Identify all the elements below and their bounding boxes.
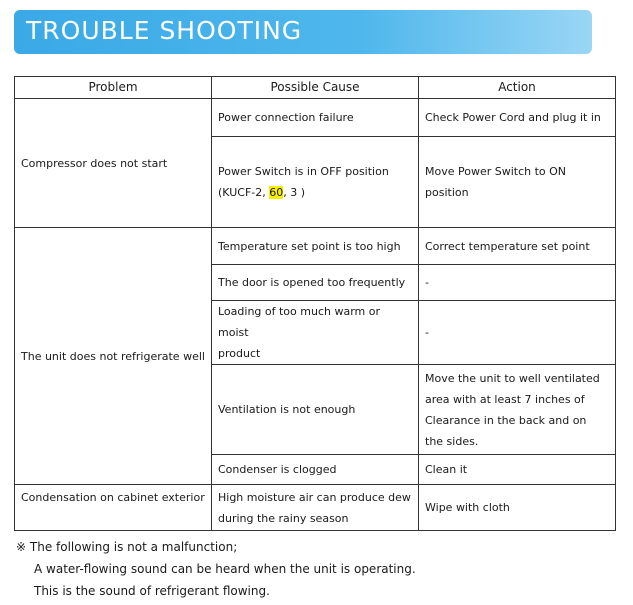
note-line-2: A water-flowing sound can be heard when the unit is operating. [34,562,416,576]
action-cell: Check Power Cord and plug it in [419,99,616,137]
action-cell: Correct temperature set point [419,228,616,265]
problem-cell: The unit does not refrigerate well [15,228,212,485]
action-line: Move the unit to well ventilated [425,371,600,385]
highlighted-model: 60 [269,186,284,199]
cause-line-prefix: (KUCF-2, [218,186,270,199]
action-cell: Clean it [419,455,616,485]
action-line: the sides. [425,434,479,448]
problem-cell: Condensation on cabinet exterior [15,485,212,531]
cause-cell: Ventilation is not enough [212,365,419,455]
cause-cell [212,485,419,531]
troubleshooting-table [14,76,616,531]
cause-line-suffix: , 3 ) [283,186,306,199]
page-title: TROUBLE SHOOTING [26,16,303,45]
cause-cell [212,301,419,365]
note [16,536,416,602]
cause-line: High moisture air can produce dew [218,490,411,504]
action-line: area with at least 7 inches of [425,392,585,406]
column-header-cause: Possible Cause [212,77,419,99]
cause-cell [212,137,419,228]
action-cell: - [419,265,616,301]
cause-line: Power Switch is in OFF position [218,165,389,178]
cause-line: product [218,347,261,360]
table-header-row [15,77,616,99]
column-header-problem: Problem [15,77,212,99]
action-cell: Wipe with cloth [419,485,616,531]
cause-cell: Condenser is clogged [212,455,419,485]
note-line-1: The following is not a malfunction; [26,540,238,554]
column-header-action: Action [419,77,616,99]
note-line-3: This is the sound of refrigerant flowing. [34,584,270,598]
action-cell: Move Power Switch to ON position [419,137,616,228]
cause-cell: The door is opened too frequently [212,265,419,301]
cause-line: during the rainy season [218,511,349,525]
action-cell: - [419,301,616,365]
title-banner [14,10,592,54]
table-row [15,228,616,265]
note-symbol: ※ [16,540,27,554]
cause-cell: Temperature set point is too high [212,228,419,265]
problem-cell: Compressor does not start [15,99,212,228]
cause-cell: Power connection failure [212,99,419,137]
action-cell [419,365,616,455]
action-line: Clearance in the back and on [425,413,587,427]
table-row [15,485,616,531]
table-row [15,99,616,137]
cause-line: Loading of too much warm or moist [218,305,380,339]
